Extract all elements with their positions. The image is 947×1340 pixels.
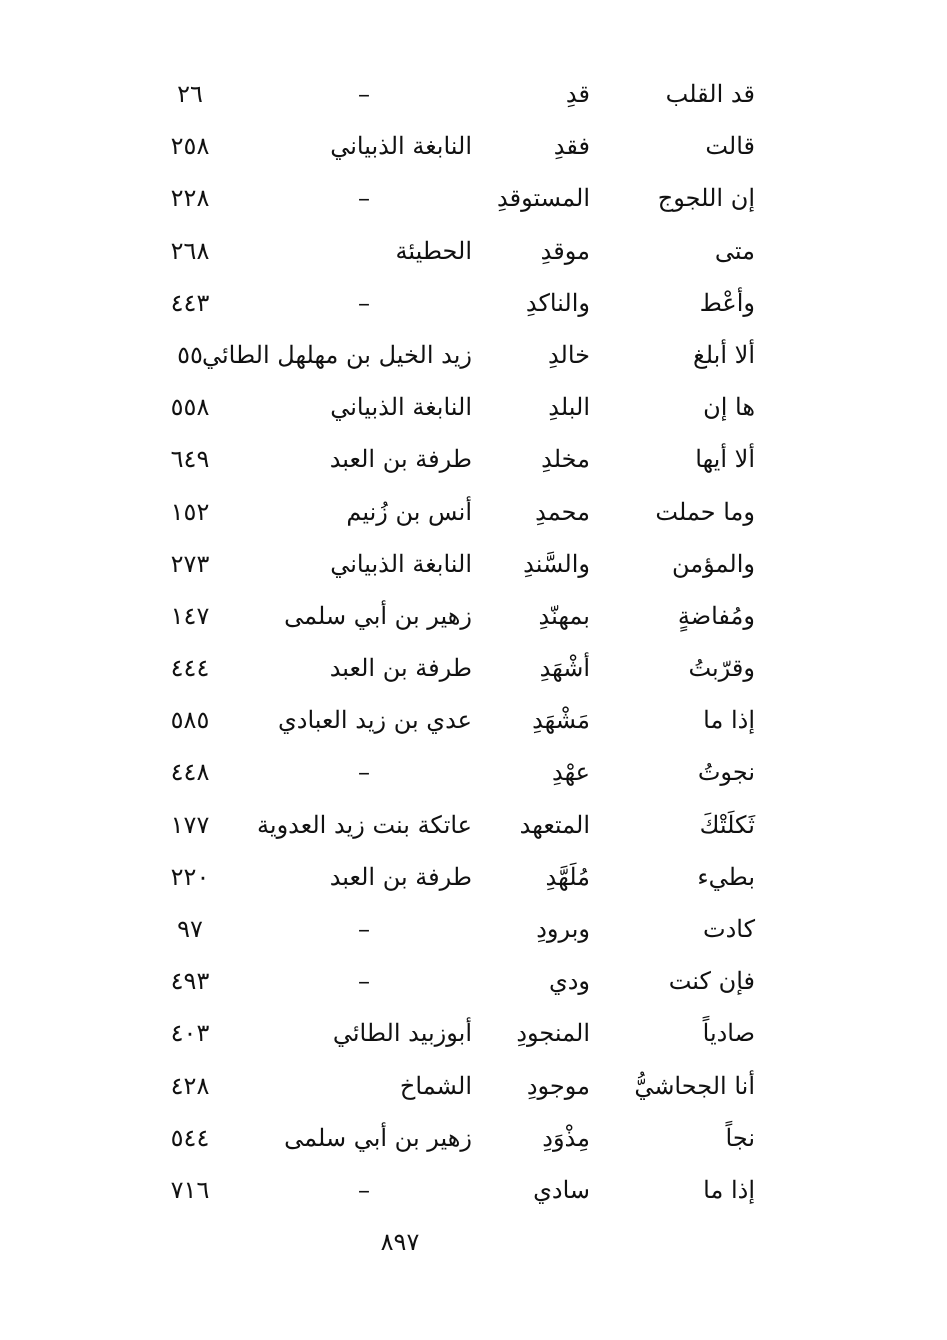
rhyme-word: مخلدِ <box>541 445 590 474</box>
poet-name: طرفة بن العبد <box>329 654 472 683</box>
poet-name: زهير بن أبي سلمى <box>284 601 472 630</box>
rhyme-word: عهْدِ <box>552 758 590 787</box>
page-reference: ٢٦ <box>177 80 203 108</box>
poet-name: طرفة بن العبد <box>329 862 472 891</box>
page-reference: ٦٤٩ <box>170 445 210 474</box>
page-reference: ٩٧ <box>177 915 203 943</box>
page-reference: ٤٢٨ <box>170 1071 210 1100</box>
poet-name: – <box>358 915 370 943</box>
verse-opening: قالت <box>705 132 755 161</box>
poet-name: أبوزبيد الطائي <box>332 1019 472 1048</box>
verse-opening: متى <box>714 236 755 265</box>
page-reference: ٥٥ <box>177 340 203 369</box>
page-reference: ٢٧٣ <box>170 549 210 578</box>
rhyme-index-table <box>150 68 770 1216</box>
index-row <box>150 642 770 694</box>
index-row <box>150 225 770 277</box>
poet-name: النابغة الذبياني <box>330 549 472 578</box>
rhyme-word: قدِ <box>565 80 590 108</box>
verse-opening: أنا الجحاشيُّ <box>634 1071 755 1100</box>
poet-name: – <box>358 758 370 787</box>
index-row <box>150 277 770 329</box>
rhyme-word: البلدِ <box>548 393 590 422</box>
verse-opening: قد القلب <box>665 80 755 108</box>
verse-opening: نجوتُ <box>697 758 755 787</box>
index-row <box>150 1112 770 1164</box>
poet-name: – <box>358 967 370 996</box>
page-reference: ٤٩٣ <box>170 967 210 996</box>
verse-opening: وأعْط <box>699 288 755 317</box>
page-reference: ٥٤٤ <box>170 1123 210 1152</box>
page-reference: ١٤٧ <box>170 601 210 630</box>
page-reference: ٧١٦ <box>170 1175 210 1204</box>
rhyme-word: والسَّندِ <box>523 549 590 578</box>
poet-name: الشماخ <box>399 1071 472 1100</box>
poet-name: – <box>358 288 370 317</box>
verse-opening: والمؤمن <box>672 549 755 578</box>
rhyme-word: سادي <box>533 1175 590 1204</box>
index-row <box>150 1007 770 1059</box>
poet-name: النابغة الذبياني <box>330 393 472 422</box>
rhyme-word: المنجودِ <box>516 1019 590 1048</box>
verse-opening: إن اللجوج <box>657 184 755 213</box>
page-reference: ٢٢٨ <box>170 184 210 213</box>
index-row <box>150 381 770 433</box>
index-row <box>150 172 770 224</box>
index-row <box>150 433 770 485</box>
poet-name: – <box>358 80 370 108</box>
rhyme-word: مُلَهَّدِ <box>545 862 590 891</box>
index-row <box>150 799 770 851</box>
poet-name: الحطيئة <box>395 236 472 265</box>
poet-name: طرفة بن العبد <box>329 445 472 474</box>
rhyme-word: مَشْهَدِ <box>532 706 590 735</box>
poet-name: عاتكة بنت زيد العدوية <box>257 810 472 839</box>
page-reference: ٥٥٨ <box>170 393 210 422</box>
index-row <box>150 694 770 746</box>
poet-name: زيد الخيل بن مهلهل الطائي <box>202 340 472 369</box>
page-reference: ٤٠٣ <box>170 1019 210 1048</box>
index-row <box>150 955 770 1007</box>
rhyme-word: المستوقدِ <box>497 184 590 213</box>
poet-name: – <box>358 1175 370 1204</box>
index-row <box>150 851 770 903</box>
rhyme-word: فقدِ <box>553 132 590 161</box>
index-row <box>150 329 770 381</box>
poet-name: النابغة الذبياني <box>330 132 472 161</box>
rhyme-word: موجودِ <box>526 1071 590 1100</box>
verse-opening: إذا ما <box>703 1175 755 1204</box>
rhyme-word: بمهنّدِ <box>538 601 590 630</box>
rhyme-word: والناكدِ <box>525 288 590 317</box>
rhyme-word: ودي <box>548 967 590 996</box>
verse-opening: ألا أيها <box>695 445 755 474</box>
rhyme-word: مِذْوَدِ <box>542 1123 590 1152</box>
poet-name: – <box>358 184 370 213</box>
verse-opening: كادت <box>702 915 755 943</box>
page-reference: ١٥٢ <box>170 497 210 526</box>
rhyme-word: المتعهد <box>519 810 590 839</box>
verse-opening: ها إن <box>703 393 755 422</box>
index-row <box>150 486 770 538</box>
verse-opening: صادياً <box>702 1019 755 1048</box>
rhyme-word: موقدِ <box>540 236 590 265</box>
verse-opening: وما حملت <box>655 497 755 526</box>
verse-opening: ألا أبلغ <box>692 340 755 369</box>
index-row <box>150 1164 770 1216</box>
rhyme-word: وبرودِ <box>536 915 590 943</box>
poet-name: زهير بن أبي سلمى <box>284 1123 472 1152</box>
verse-opening: فإن كنت <box>668 967 755 996</box>
page-reference: ٤٤٣ <box>170 288 210 317</box>
page-reference: ٢٥٨ <box>170 132 210 161</box>
verse-opening: ومُفاضةٍ <box>677 601 755 630</box>
index-row <box>150 120 770 172</box>
poet-name: أنس بن زُنيم <box>346 497 472 526</box>
rhyme-word: أشْهَدِ <box>539 654 590 683</box>
index-row <box>150 538 770 590</box>
poet-name: عدي بن زيد العبادي <box>278 706 472 735</box>
page-reference: ٤٤٤ <box>170 654 210 683</box>
index-row <box>150 68 770 120</box>
page-number: ٨٩٧ <box>380 1228 420 1256</box>
page-reference: ٢٦٨ <box>170 236 210 265</box>
verse-opening: بطيء <box>697 862 755 891</box>
page-reference: ٢٢٠ <box>170 862 210 891</box>
index-row <box>150 1060 770 1112</box>
verse-opening: نجاً <box>725 1123 755 1152</box>
verse-opening: إذا ما <box>703 706 755 735</box>
page-reference: ١٧٧ <box>170 810 210 839</box>
index-row <box>150 746 770 798</box>
rhyme-word: محمدِ <box>535 497 590 526</box>
index-row <box>150 903 770 955</box>
verse-opening: ثَكلَتْكَ <box>699 810 755 839</box>
verse-opening: وقرّبتُ <box>688 654 755 683</box>
page-reference: ٥٨٥ <box>170 706 210 735</box>
rhyme-word: خالدِ <box>547 340 590 369</box>
index-row <box>150 590 770 642</box>
page-reference: ٤٤٨ <box>170 758 210 787</box>
